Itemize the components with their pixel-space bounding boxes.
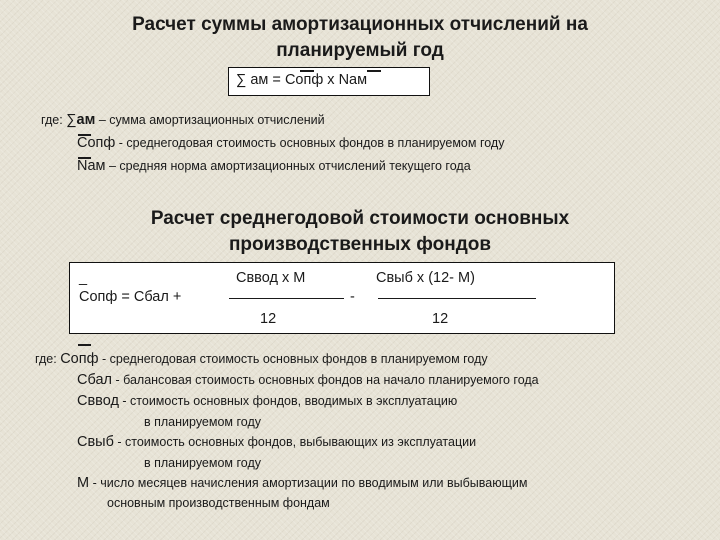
m-description: - число месяцев начисления амортизации по вводимым или выбывающим bbox=[89, 476, 528, 490]
n-symbol: Nам bbox=[77, 158, 106, 174]
def2-row-m bbox=[77, 476, 527, 491]
bal-description: - балансовая стоимость основных фондов на начало планируемого года bbox=[111, 373, 539, 387]
sum-description: – сумма амортизационных отчислений bbox=[95, 113, 325, 127]
formula-n-am: Nам bbox=[338, 72, 368, 88]
n-description: – средняя норма амортизационных отчислений текущего года bbox=[105, 159, 471, 173]
c-symbol: Cопф bbox=[77, 135, 116, 151]
def-row-sum bbox=[41, 113, 325, 128]
title-line-2: планируемый год bbox=[276, 40, 444, 61]
where-label-2: где: bbox=[35, 352, 57, 366]
formula2-numerator-2: Cвыб х (12- М) bbox=[376, 270, 475, 286]
vyb-symbol: Cвыб bbox=[77, 434, 114, 450]
fraction-bar-1 bbox=[229, 298, 344, 299]
formula2-denominator-1: 12 bbox=[260, 311, 277, 327]
formula-times: х bbox=[323, 72, 339, 88]
formula2-minus: - bbox=[350, 289, 355, 305]
vvod-description: - стоимость основных фондов, вводимых в эксплуатацию bbox=[118, 394, 458, 408]
overline-n bbox=[367, 70, 381, 72]
formula2-numerator-1: Cввод х М bbox=[236, 270, 306, 286]
fraction-bar-2 bbox=[378, 298, 536, 299]
bal-symbol: Cбал bbox=[77, 372, 112, 388]
vyb-description: - стоимость основных фондов, выбывающих из эксплуатации bbox=[113, 435, 477, 449]
def2-row-vvod bbox=[77, 394, 457, 409]
title2-line-2: производственных фондов bbox=[228, 234, 492, 255]
vvod-continuation: в планируемом году bbox=[144, 415, 262, 429]
def2-row-c bbox=[35, 352, 488, 367]
c-description-2: - среднегодовая стоимость основных фондов в планируемом году bbox=[98, 352, 488, 366]
title2-line-1: Расчет среднегодовой стоимости основных bbox=[150, 208, 570, 229]
def2-row-vyb bbox=[77, 435, 476, 450]
def-row-n bbox=[77, 159, 471, 174]
vyb-continuation: в планируемом году bbox=[144, 456, 262, 470]
overline-c-def2 bbox=[78, 344, 91, 346]
c-description: - среднегодовая стоимость основных фондов в планируемом году bbox=[115, 136, 505, 150]
formula2-bar-mark: _ bbox=[79, 270, 88, 286]
formula-sum: ∑ ам bbox=[236, 72, 269, 88]
def2-row-bal bbox=[77, 373, 539, 388]
amortization-formula bbox=[236, 72, 367, 88]
formula2-denominator-2: 12 bbox=[432, 311, 449, 327]
c-symbol-2: Cопф bbox=[60, 351, 99, 367]
sum-symbol: ∑ bbox=[66, 112, 77, 128]
m-symbol: М bbox=[77, 475, 90, 491]
formula-c-avg: Cопф bbox=[284, 72, 324, 88]
sum-subscript: ам bbox=[76, 112, 96, 128]
vvod-symbol: Cввод bbox=[77, 393, 119, 409]
formula-eq: = bbox=[268, 72, 285, 88]
title-line-1: Расчет суммы амортизационных отчислений на bbox=[132, 14, 588, 35]
overline-c bbox=[300, 70, 314, 72]
formula2-left-side: Cопф = Cбал + bbox=[79, 289, 182, 305]
where-label: где: bbox=[41, 113, 63, 127]
def-row-c bbox=[77, 136, 504, 151]
m-continuation: основным производственным фондам bbox=[107, 496, 330, 510]
